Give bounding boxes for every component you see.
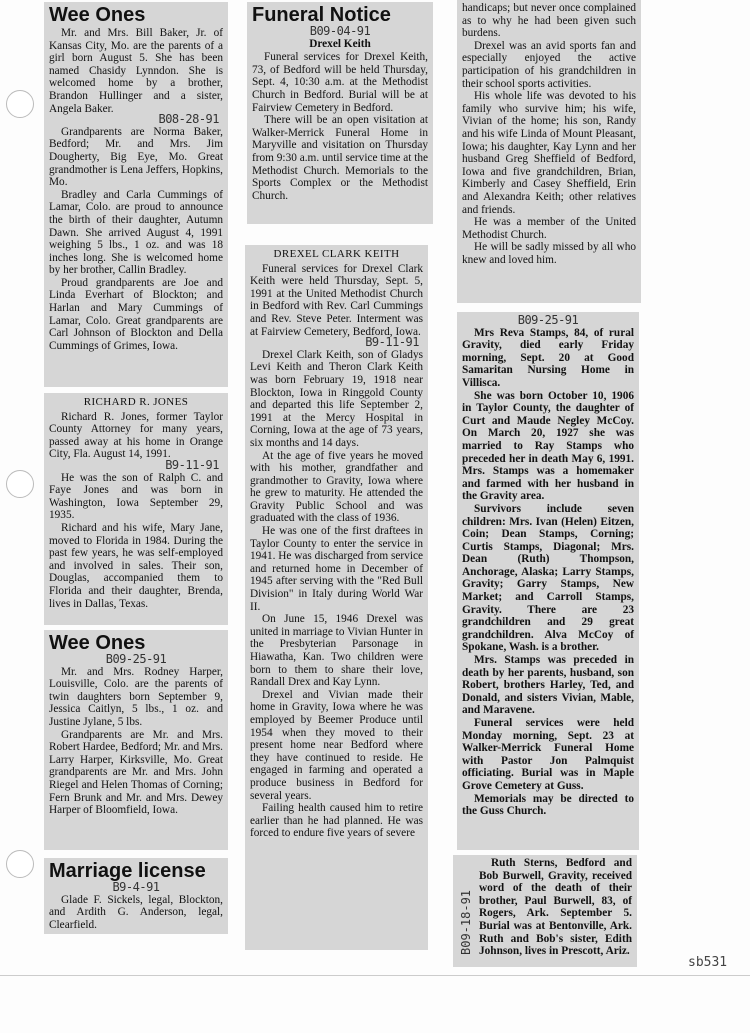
obituary-heading: RICHARD R. JONES — [83, 396, 189, 408]
paragraph: Glade F. Sickels, legal, Blockton, and Ardith G. Anderson, legal, Clearfield. — [49, 893, 223, 931]
handwritten-date: B09-25-91 — [517, 313, 579, 327]
marriage-heading: Marriage license — [49, 860, 206, 882]
punch-hole — [6, 850, 34, 878]
handwritten-date: B09-04-91 — [309, 24, 371, 38]
paragraph: Failing health caused him to retire earlier than he had planned. He was forced to endure five years of severe — [250, 802, 423, 840]
paragraph: Mrs Reva Stamps, 84, of rural Gravity, died early Friday morning, Sept. 20 at Good Samaritan Nursing Home in Villisca. — [462, 326, 634, 389]
handwritten-date: B09-18-91 — [459, 889, 473, 955]
paragraph: Survivors include seven children: Mrs. Ivan (Helen) Eitzen, Coin; Dean Stamps, Corning; Curtis Stamps, Diagonal; Mrs. Dean (Ruth) Thompson, Anchorage, Alaska; Larry Stamps, Gravity; Garry Stamps, New Market; and Carroll Stamps, Gravity. There are 23 grandchildren and 29 great grandchildren. Alva McCoy of Spokane, Wash. is a brother. — [462, 502, 634, 654]
funeral-notice-heading: Funeral Notice — [252, 4, 391, 26]
paragraph: Drexel Clark Keith, son of Gladys Levi Keith and Theron Clark Keith was born February 19, 1918 near Blockton, Iowa in Ringgold County and departed this life September 2, 1991 at the Mercy Hospital in Corning, Iowa at the age of 73 years, six months and 14 days. — [250, 348, 423, 449]
paragraph: At the age of five years he moved with his mother, grandfather and grandmother to Gravity, Iowa where he grew to maturity. He attended the Gravity Public School and was graduated with the class of 1936. — [250, 449, 423, 525]
punch-hole — [6, 470, 34, 498]
handwritten-date: B09-25-91 — [105, 652, 167, 666]
paragraph: Richard R. Jones, former Taylor County Attorney for many years, passed away at his home in Orange City, Fla. August 14, 1991. — [49, 410, 223, 461]
paragraph: Mr. and Mrs. Bill Baker, Jr. of Kansas City, Mo. are the parents of a girl born August 5. She has been named Chasidy Lynndon. She is welcomed home by a brother, Brandon Hullinger and a sister, Angela Baker. — [49, 27, 223, 115]
paragraph: His whole life was devoted to his family who survive him; his wife, Vivian of the home; his son, Randy and his wife Linda of Mount Pleasant, Iowa; his daughter, Kay Lynn and her husband Greg Sheffield of Bedford, Iowa and five grandchildren, Brian, Kimberly and Casey Sheffield, Erin and Alexandra Keith; other relatives and friends. — [462, 90, 636, 216]
clipping-wee-ones-1 — [44, 2, 228, 387]
wee-ones-heading: Wee Ones — [49, 4, 146, 26]
clipping-burwell — [453, 855, 637, 967]
paragraph: Proud grandparents are Joe and Linda Everhart of Blockton; and Harlan and Mary Cummings of Lamar, Colo. Great grandparents are Carl Johnson of Blockton and Della Cummings of Grimes, Iowa. — [49, 276, 223, 352]
paragraph: Grandparents are Mr. and Mrs. Robert Hardee, Bedford; Mr. and Mrs. Larry Harper, Kirksville, Mo. Great grandparents are Mr. and Mrs. John Riegel and Helen Thomas of Corning; Fern Brunk and Mr. and Mrs. Dewey Harper of Bloomfield, Iowa. — [49, 728, 223, 817]
paragraph: She was born October 10, 1906 in Taylor County, the daughter of Curt and Maude Negley McCoy. On March 20, 1927 she was married to Ray Stamps who preceded her in death May 6, 1991. Mrs. Stamps was a homemaker and farmed with her husband in the Gravity area. — [462, 389, 634, 503]
notice-subheading: Drexel Keith — [309, 37, 371, 50]
handwritten-date: B9-4-91 — [112, 880, 160, 894]
clipping-wee-ones-2 — [44, 630, 228, 850]
handwritten-date: B9-11-91 — [365, 335, 419, 350]
paragraph: Bradley and Carla Cummings of Lamar, Colo. are proud to announce the birth of their daughter, Autumn Dawn. She arrived August 4, 1991 weighing 5 lbs., 1 oz. and was 18 inches long. She is welcomed home by her brother, Callin Bradley. — [49, 188, 223, 277]
paragraph: Memorials may be directed to the Guss Church. — [462, 792, 634, 818]
paragraph: Funeral services for Drexel Keith, 73, of Bedford will be held Thursday, Sept. 4, 10:30 a.m. at the Methodist Church in Bedford. Burial will be at Fairview Cemetery in Bedford. — [252, 51, 428, 114]
paragraph: He was the son of Ralph C. and Faye Jones and was born in Washington, Iowa September 29, 1935. — [49, 471, 223, 522]
paragraph: Grandparents are Norma Baker, Bedford; Mr. and Mrs. Jim Dougherty, Big Eye, Mo. Great grandmother is Lena Jeffers, Hopkins, Mo. — [49, 125, 223, 189]
paragraph: Ruth Sterns, Bedford and Bob Burwell, Gravity, received word of the death of their brother, Paul Burwell, 83, of Rogers, Ark. September 5. Burial was at Bentonville, Ark. Ruth and Bob's sister, Edith Johnson, lives in Prescott, Ariz. — [479, 857, 632, 958]
paragraph: He was one of the first draftees in Taylor County to enter the service in 1941. He was discharged from service and returned home in December of 1945 after serving with the "Red Bull Division" in Italy during World War II. — [250, 525, 423, 613]
paragraph: On June 15, 1946 Drexel was united in marriage to Vivian Hunter in the Presbyterian Parsonage in Hiawatha, Kan. Two children were born to them to share their love, Randall Drex and Kay Lynn. — [250, 613, 423, 689]
paragraph: handicaps; but never once complained as to why he had been given such burdens. — [462, 2, 636, 40]
handwritten-date: B08-28-91 — [158, 112, 219, 127]
clipping-reva-stamps — [457, 312, 639, 850]
page-mark: sb531 — [688, 955, 728, 970]
clipping-drexel-keith — [245, 245, 428, 950]
paragraph: Mrs. Stamps was preceded in death by her parents, husband, son Robert, brothers Harley, Ted, and Donald, and sisters Vivian, Mable, and Maravene. — [462, 654, 634, 717]
page-divider — [0, 975, 750, 976]
clipping-funeral-notice — [247, 2, 433, 224]
clipping-richard-jones — [44, 393, 228, 625]
paragraph: Mr. and Mrs. Rodney Harper, Louisville, Colo. are the parents of twin daughters born September 9, Jessica Caitlyn, 5 lbs., 1 oz. and Justine Jylane, 5 lbs. — [49, 665, 223, 728]
obituary-heading: DREXEL CLARK KEITH — [273, 248, 400, 260]
wee-ones-heading: Wee Ones — [49, 632, 146, 654]
handwritten-date: B9-11-91 — [165, 457, 219, 472]
paragraph: There will be an open visitation at Walker-Merrick Funeral Home in Maryville and visitation on Thursday from 9:30 a.m. until service time at the Methodist Church. Memorials to the Sports Complex or the Methodist Church. — [252, 114, 428, 202]
clipping-marriage-license — [44, 858, 228, 934]
paragraph: Funeral services were held Monday morning, Sept. 23 at Walker-Merrick Funeral Home with Pastor Jon Palmquist officiating. Burial was in Maple Grove Cemetery at Guss. — [462, 717, 634, 792]
paragraph: Funeral services for Drexel Clark Keith were held Thursday, Sept. 5, 1991 at the United Methodist Church in Bedford with Rev. Carl Cummings and Rev. Steve Peter. Interment was at Fairview Cemetery, Bedford, Iowa. — [250, 262, 423, 338]
paragraph: He was a member of the United Methodist Church. — [462, 216, 636, 241]
paragraph: He will be sadly missed by all who knew and loved him. — [462, 241, 636, 266]
paragraph: Drexel was an avid sports fan and especially enjoyed the active participation of his grandchildren in their school sports activities. — [462, 39, 636, 90]
paragraph: Richard and his wife, Mary Jane, moved to Florida in 1984. During the past few years, he was self-employed and involved in sales. Their son, Douglas, accompanied them to Florida and their daughter, Brenda, lives in Dallas, Texas. — [49, 521, 223, 610]
clipping-drexel-continued — [457, 0, 641, 303]
paragraph: Drexel and Vivian made their home in Gravity, Iowa where he was employed by Beemer Produce until 1954 when they moved to their present home near Bedford where they have continued to reside. He engaged in farming and operated a produce business in Bedford for several years. — [250, 688, 423, 802]
punch-hole — [6, 90, 34, 118]
